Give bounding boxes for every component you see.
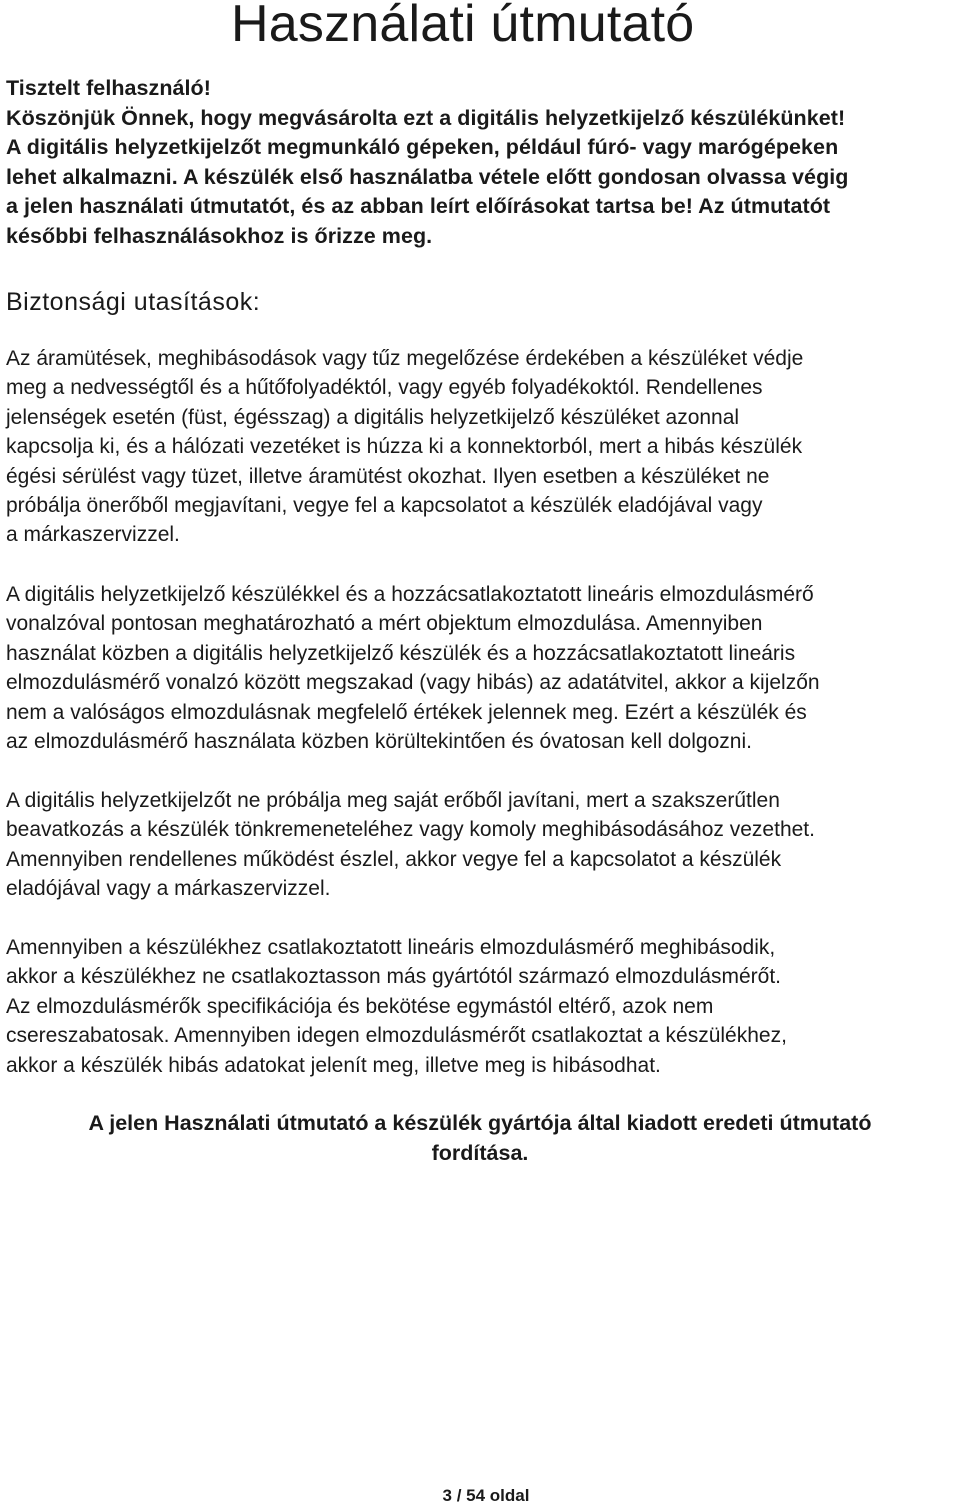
body-paragraph xyxy=(6,344,958,550)
body-paragraph xyxy=(6,933,958,1080)
document-title: Használati útmutató xyxy=(231,0,695,53)
intro-line: lehet alkalmazni. A készülék első használatba vétele előtt gondosan olvassa végig xyxy=(6,164,849,189)
notice-line: A jelen Használati útmutató a készülék gyártója által kiadott eredeti útmutató xyxy=(88,1111,872,1135)
paragraph-line: a márkaszervizzel. xyxy=(6,523,180,547)
section-heading: Biztonsági utasítások: xyxy=(6,288,261,316)
translation-notice xyxy=(0,1108,960,1168)
paragraph-line: kapcsolja ki, és a hálózati vezetéket is húzza ki a konnektorból, mert a hibás készülék xyxy=(6,435,803,459)
paragraph-line: meg a nedvességtől és a hűtőfolyadéktól, vagy egyéb folyadékoktól. Rendellenes xyxy=(6,376,763,400)
paragraph-line: próbálja önerőből megjavítani, vegye fel a kapcsolatot a készülék eladójával vagy xyxy=(6,494,763,518)
notice-line: fordítása. xyxy=(431,1141,529,1165)
paragraph-line: Amennyiben rendellenes működést észlel, akkor vegye fel a kapcsolatot a készülék xyxy=(6,847,782,871)
paragraph-line: Az áramütések, meghibásodások vagy tűz megelőzése érdekében a készüléket védje xyxy=(6,347,804,370)
intro-line: a jelen használati útmutatót, és az abban leírt előírásokat tartsa be! Az útmutatót xyxy=(6,194,831,218)
paragraph-line: csereszabatosak. Amennyiben idegen elmozdulásmérőt csatlakoztat a készülékhez, xyxy=(6,1024,787,1048)
intro-line: Tisztelt felhasználó! xyxy=(6,76,211,100)
intro-line: későbbi felhasználásokhoz is őrizze meg. xyxy=(6,223,433,248)
paragraph-line: vonalzóval pontosan meghatározható a mért objektum elmozdulása. Amennyiben xyxy=(6,612,763,636)
body-paragraph xyxy=(6,786,958,904)
paragraph-line: A digitális helyzetkijelző készülékkel és a hozzácsatlakoztatott lineáris elmozdulásmérő xyxy=(6,583,814,606)
page-number: 3 / 54 oldal xyxy=(442,1486,530,1505)
paragraph-line: akkor a készülékhez ne csatlakoztasson más gyártótól származó elmozdulásmérőt. xyxy=(6,965,782,989)
paragraph-line: elmozdulásmérő vonalzó között megszakad (vagy hibás) az adatátvitel, akkor a kijelzőn xyxy=(6,671,820,695)
paragraph-line: használat közben a digitális helyzetkijelző készülék és a hozzácsatlakoztatott lineáris xyxy=(6,641,796,665)
paragraph-line: akkor a készülék hibás adatokat jelenít meg, illetve meg is hibásodhat. xyxy=(6,1053,661,1077)
paragraph-line: égési sérülést vagy tüzet, illetve áramütést okozhat. Ilyen esetben a készüléket ne xyxy=(6,464,770,488)
intro-paragraph xyxy=(6,74,958,251)
intro-line: Köszönjük Önnek, hogy megvásárolta ezt a digitális helyzetkijelző készülékünket! xyxy=(6,105,846,130)
paragraph-line: nem a valóságos elmozdulásnak megfelelő értékek jelennek meg. Ezért a készülék és xyxy=(6,700,807,724)
paragraph-line: Amennyiben a készülékhez csatlakoztatott lineáris elmozdulásmérő meghibásodik, xyxy=(6,936,776,959)
paragraph-line: az elmozdulásmérő használata közben körültekintően és óvatosan kell dolgozni. xyxy=(6,730,752,754)
paragraph-line: Az elmozdulásmérők specifikációja és bekötése egymástól eltérő, azok nem xyxy=(6,994,714,1018)
paragraph-line: jelenségek esetén (füst, égésszag) a digitális helyzetkijelző készüléket azonnal xyxy=(6,405,740,429)
body-paragraph xyxy=(6,580,958,756)
paragraph-line: beavatkozás a készülék tönkremeneteléhez vagy komoly meghibásodásához vezethet. xyxy=(6,818,815,842)
intro-line: A digitális helyzetkijelzőt megmunkáló gépeken, például fúró- vagy marógépeken xyxy=(6,135,839,159)
paragraph-line: eladójával vagy a márkaszervizzel. xyxy=(6,877,331,901)
paragraph-line: A digitális helyzetkijelzőt ne próbálja meg saját erőből javítani, mert a szakszerűtlen xyxy=(6,789,780,812)
